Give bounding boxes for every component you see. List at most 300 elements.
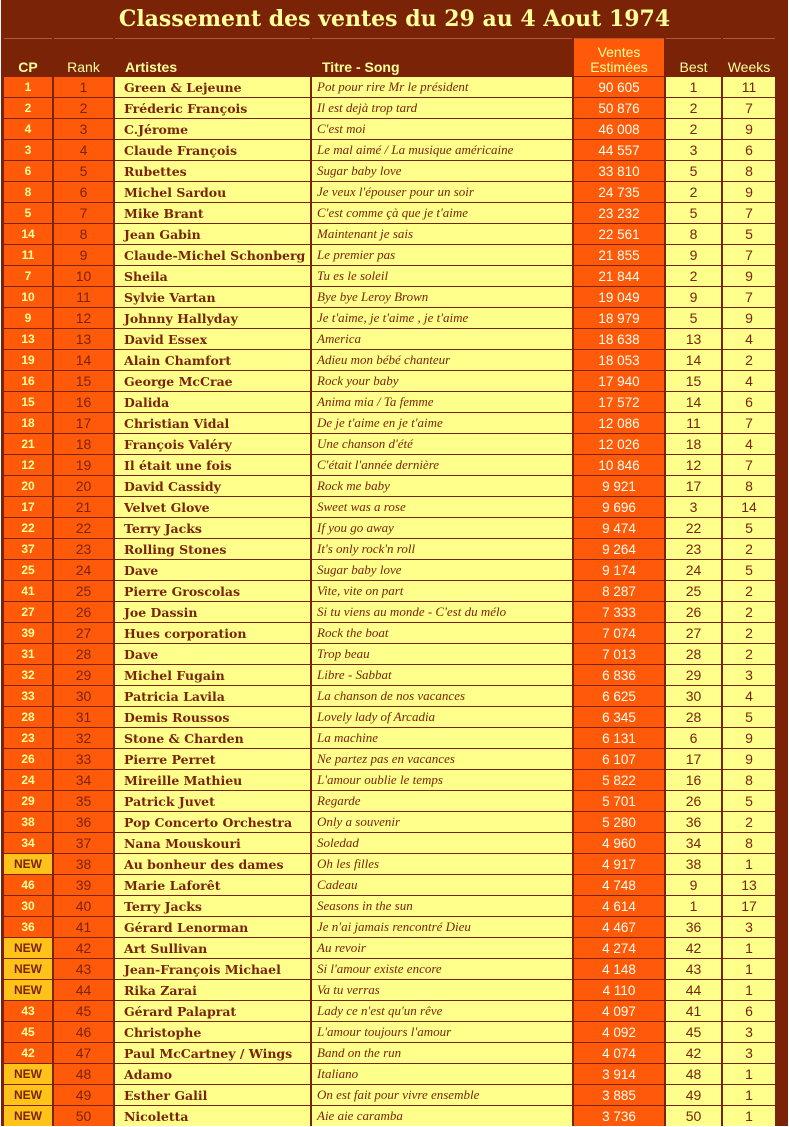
table-row xyxy=(4,350,775,370)
cell-best: 3 xyxy=(666,140,721,160)
cell-rank: 32 xyxy=(54,728,113,748)
cell-weeks: 8 xyxy=(723,833,775,853)
cell-cp: 9 xyxy=(4,308,52,328)
cell-sales: 18 638 xyxy=(574,329,664,349)
cell-song: Au revoir xyxy=(312,938,572,958)
cell-song: Le mal aimé / La musique américaine xyxy=(312,140,572,160)
cell-cp: 43 xyxy=(4,1001,52,1021)
cell-artist: Patrick Juvet xyxy=(115,791,310,811)
cell-artist: Alain Chamfort xyxy=(115,350,310,370)
cell-artist: Claude François xyxy=(115,140,310,160)
cell-weeks: 3 xyxy=(723,1022,775,1042)
cell-artist: Adamo xyxy=(115,1064,310,1084)
chart-title: Classement des ventes du 29 au 4 Aout 1974 xyxy=(118,5,671,32)
table-row xyxy=(4,560,775,580)
table-row xyxy=(4,728,775,748)
cell-song: C'est moi xyxy=(312,119,572,139)
cell-weeks: 4 xyxy=(723,371,775,391)
cell-best: 3 xyxy=(666,497,721,517)
cell-artist: Terry Jacks xyxy=(115,896,310,916)
cell-cp: 10 xyxy=(4,287,52,307)
cell-sales: 9 264 xyxy=(574,539,664,559)
table-row xyxy=(4,455,775,475)
cell-artist: Velvet Glove xyxy=(115,497,310,517)
cell-cp: 13 xyxy=(4,329,52,349)
cell-rank: 39 xyxy=(54,875,113,895)
cell-artist: Pierre Perret xyxy=(115,749,310,769)
header-sales-line2: Estimées xyxy=(590,59,648,75)
cell-weeks: 6 xyxy=(723,392,775,412)
cell-artist: François Valéry xyxy=(115,434,310,454)
cell-weeks: 5 xyxy=(723,518,775,538)
cell-rank: 27 xyxy=(54,623,113,643)
cell-song: C'était l'année dernière xyxy=(312,455,572,475)
cell-artist: Esther Galil xyxy=(115,1085,310,1105)
cell-best: 34 xyxy=(666,833,721,853)
cell-cp: 28 xyxy=(4,707,52,727)
cell-best: 17 xyxy=(666,749,721,769)
cell-rank: 24 xyxy=(54,560,113,580)
cell-best: 50 xyxy=(666,1106,721,1126)
cell-weeks: 6 xyxy=(723,140,775,160)
cell-best: 36 xyxy=(666,812,721,832)
cell-artist: Paul McCartney / Wings xyxy=(115,1043,310,1063)
cell-rank: 20 xyxy=(54,476,113,496)
cell-rank: 5 xyxy=(54,161,113,181)
cell-cp: 29 xyxy=(4,791,52,811)
cell-song: De je t'aime en je t'aime xyxy=(312,413,572,433)
cell-cp: NEW xyxy=(4,980,52,1000)
cell-artist: Art Sullivan xyxy=(115,938,310,958)
cell-song: Rock your baby xyxy=(312,371,572,391)
cell-sales: 50 876 xyxy=(574,98,664,118)
cell-cp: 16 xyxy=(4,371,52,391)
table-row xyxy=(4,140,775,160)
cell-sales: 6 131 xyxy=(574,728,664,748)
cell-sales: 18 979 xyxy=(574,308,664,328)
cell-song: Va tu verras xyxy=(312,980,572,1000)
cell-sales: 6 107 xyxy=(574,749,664,769)
cell-rank: 16 xyxy=(54,392,113,412)
cell-artist: Au bonheur des dames xyxy=(115,854,310,874)
cell-song: L'amour toujours l'amour xyxy=(312,1022,572,1042)
cell-artist: Rika Zarai xyxy=(115,980,310,1000)
cell-rank: 11 xyxy=(54,287,113,307)
cell-artist: Green & Lejeune xyxy=(115,77,310,97)
cell-rank: 34 xyxy=(54,770,113,790)
cell-artist: David Essex xyxy=(115,329,310,349)
cell-song: La machine xyxy=(312,728,572,748)
cell-song: Regarde xyxy=(312,791,572,811)
cell-artist: Michel Fugain xyxy=(115,665,310,685)
cell-cp: 8 xyxy=(4,182,52,202)
cell-song: Trop beau xyxy=(312,644,572,664)
cell-artist: George McCrae xyxy=(115,371,310,391)
cell-song: Sugar baby love xyxy=(312,560,572,580)
cell-best: 9 xyxy=(666,875,721,895)
cell-sales: 4 917 xyxy=(574,854,664,874)
cell-song: Seasons in the sun xyxy=(312,896,572,916)
cell-weeks: 5 xyxy=(723,224,775,244)
cell-rank: 12 xyxy=(54,308,113,328)
cell-cp: NEW xyxy=(4,854,52,874)
cell-best: 14 xyxy=(666,392,721,412)
cell-sales: 18 053 xyxy=(574,350,664,370)
cell-sales: 33 810 xyxy=(574,161,664,181)
cell-rank: 2 xyxy=(54,98,113,118)
cell-weeks: 7 xyxy=(723,245,775,265)
cell-sales: 17 940 xyxy=(574,371,664,391)
header-rank: Rank xyxy=(54,38,113,76)
cell-song: Sweet was a rose xyxy=(312,497,572,517)
cell-sales: 5 280 xyxy=(574,812,664,832)
cell-artist: Sylvie Vartan xyxy=(115,287,310,307)
cell-cp: 24 xyxy=(4,770,52,790)
cell-rank: 49 xyxy=(54,1085,113,1105)
cell-song: Libre - Sabbat xyxy=(312,665,572,685)
cell-best: 26 xyxy=(666,602,721,622)
ranking-table xyxy=(2,37,777,1127)
cell-song: Lady ce n'est qu'un rêve xyxy=(312,1001,572,1021)
cell-cp: 1 xyxy=(4,77,52,97)
cell-sales: 12 086 xyxy=(574,413,664,433)
cell-rank: 3 xyxy=(54,119,113,139)
cell-rank: 17 xyxy=(54,413,113,433)
cell-rank: 10 xyxy=(54,266,113,286)
table-row xyxy=(4,623,775,643)
cell-rank: 36 xyxy=(54,812,113,832)
cell-rank: 50 xyxy=(54,1106,113,1126)
cell-weeks: 2 xyxy=(723,602,775,622)
cell-artist: Dalida xyxy=(115,392,310,412)
cell-weeks: 3 xyxy=(723,917,775,937)
cell-best: 16 xyxy=(666,770,721,790)
cell-best: 43 xyxy=(666,959,721,979)
cell-weeks: 2 xyxy=(723,812,775,832)
cell-song: Vite, vite on part xyxy=(312,581,572,601)
table-row xyxy=(4,644,775,664)
cell-best: 44 xyxy=(666,980,721,1000)
cell-best: 13 xyxy=(666,329,721,349)
table-row xyxy=(4,980,775,1000)
cell-weeks: 14 xyxy=(723,497,775,517)
table-row xyxy=(4,686,775,706)
cell-rank: 6 xyxy=(54,182,113,202)
cell-artist: Terry Jacks xyxy=(115,518,310,538)
cell-sales: 4 110 xyxy=(574,980,664,1000)
cell-cp: 18 xyxy=(4,413,52,433)
cell-cp: 30 xyxy=(4,896,52,916)
header-row xyxy=(4,38,775,76)
cell-rank: 28 xyxy=(54,644,113,664)
cell-cp: NEW xyxy=(4,959,52,979)
cell-sales: 4 467 xyxy=(574,917,664,937)
cell-best: 1 xyxy=(666,896,721,916)
cell-song: Band on the run xyxy=(312,1043,572,1063)
cell-artist: Fréderic François xyxy=(115,98,310,118)
cell-sales: 8 287 xyxy=(574,581,664,601)
cell-rank: 41 xyxy=(54,917,113,937)
cell-best: 5 xyxy=(666,161,721,181)
cell-best: 5 xyxy=(666,308,721,328)
cell-artist: Dave xyxy=(115,644,310,664)
cell-weeks: 9 xyxy=(723,749,775,769)
cell-sales: 6 625 xyxy=(574,686,664,706)
cell-song: Ne partez pas en vacances xyxy=(312,749,572,769)
cell-weeks: 8 xyxy=(723,161,775,181)
cell-sales: 7 074 xyxy=(574,623,664,643)
cell-best: 41 xyxy=(666,1001,721,1021)
cell-sales: 4 074 xyxy=(574,1043,664,1063)
header-cp: CP xyxy=(4,38,52,76)
table-row xyxy=(4,182,775,202)
cell-artist: Johnny Hallyday xyxy=(115,308,310,328)
cell-cp: 36 xyxy=(4,917,52,937)
cell-song: Only a souvenir xyxy=(312,812,572,832)
cell-song: La chanson de nos vacances xyxy=(312,686,572,706)
header-song: Titre - Song xyxy=(312,38,572,76)
cell-sales: 7 333 xyxy=(574,602,664,622)
table-row xyxy=(4,413,775,433)
header-best: Best xyxy=(666,38,721,76)
cell-weeks: 4 xyxy=(723,686,775,706)
cell-rank: 8 xyxy=(54,224,113,244)
cell-sales: 12 026 xyxy=(574,434,664,454)
cell-cp: 19 xyxy=(4,350,52,370)
cell-sales: 4 748 xyxy=(574,875,664,895)
cell-sales: 21 844 xyxy=(574,266,664,286)
header-sales-line1: Ventes xyxy=(597,44,641,60)
header-artist: Artistes xyxy=(115,38,310,76)
cell-sales: 44 557 xyxy=(574,140,664,160)
cell-best: 2 xyxy=(666,119,721,139)
cell-best: 26 xyxy=(666,791,721,811)
cell-artist: Michel Sardou xyxy=(115,182,310,202)
table-row xyxy=(4,1001,775,1021)
cell-weeks: 9 xyxy=(723,266,775,286)
cell-best: 28 xyxy=(666,707,721,727)
cell-best: 17 xyxy=(666,476,721,496)
cell-song: Rock the boat xyxy=(312,623,572,643)
cell-weeks: 13 xyxy=(723,875,775,895)
cell-best: 9 xyxy=(666,245,721,265)
cell-song: Italiano xyxy=(312,1064,572,1084)
cell-rank: 4 xyxy=(54,140,113,160)
cell-artist: C.Jérome xyxy=(115,119,310,139)
cell-rank: 45 xyxy=(54,1001,113,1021)
cell-song: Le premier pas xyxy=(312,245,572,265)
cell-best: 8 xyxy=(666,224,721,244)
cell-rank: 35 xyxy=(54,791,113,811)
table-row xyxy=(4,245,775,265)
cell-cp: NEW xyxy=(4,1085,52,1105)
table-row xyxy=(4,938,775,958)
cell-song: Aie aie caramba xyxy=(312,1106,572,1126)
table-row xyxy=(4,896,775,916)
cell-weeks: 4 xyxy=(723,434,775,454)
cell-weeks: 9 xyxy=(723,182,775,202)
cell-best: 15 xyxy=(666,371,721,391)
cell-artist: Gérard Palaprat xyxy=(115,1001,310,1021)
table-row xyxy=(4,287,775,307)
cell-artist: Mireille Mathieu xyxy=(115,770,310,790)
table-row xyxy=(4,1064,775,1084)
cell-rank: 37 xyxy=(54,833,113,853)
cell-rank: 40 xyxy=(54,896,113,916)
cell-weeks: 2 xyxy=(723,644,775,664)
cell-sales: 9 696 xyxy=(574,497,664,517)
table-row xyxy=(4,98,775,118)
cell-best: 2 xyxy=(666,182,721,202)
table-row xyxy=(4,959,775,979)
cell-best: 18 xyxy=(666,434,721,454)
table-row xyxy=(4,371,775,391)
cell-cp: 27 xyxy=(4,602,52,622)
table-row xyxy=(4,875,775,895)
cell-cp: 7 xyxy=(4,266,52,286)
cell-rank: 48 xyxy=(54,1064,113,1084)
cell-artist: Christophe xyxy=(115,1022,310,1042)
cell-cp: NEW xyxy=(4,938,52,958)
table-row xyxy=(4,518,775,538)
cell-rank: 31 xyxy=(54,707,113,727)
cell-rank: 26 xyxy=(54,602,113,622)
header-weeks: Weeks xyxy=(723,38,775,76)
cell-weeks: 9 xyxy=(723,119,775,139)
cell-song: Si l'amour existe encore xyxy=(312,959,572,979)
cell-song: Une chanson d'été xyxy=(312,434,572,454)
header-sales xyxy=(574,38,664,76)
table-row xyxy=(4,1106,775,1126)
cell-rank: 46 xyxy=(54,1022,113,1042)
cell-artist: Gérard Lenorman xyxy=(115,917,310,937)
cell-best: 22 xyxy=(666,518,721,538)
table-row xyxy=(4,602,775,622)
chart-panel xyxy=(1,0,788,1126)
cell-artist: Hues corporation xyxy=(115,623,310,643)
cell-weeks: 7 xyxy=(723,203,775,223)
table-row xyxy=(4,224,775,244)
table-row xyxy=(4,917,775,937)
cell-artist: David Cassidy xyxy=(115,476,310,496)
cell-song: Soledad xyxy=(312,833,572,853)
cell-weeks: 1 xyxy=(723,938,775,958)
cell-weeks: 3 xyxy=(723,665,775,685)
table-row xyxy=(4,812,775,832)
table-row xyxy=(4,77,775,97)
cell-artist: Joe Dassin xyxy=(115,602,310,622)
table-row xyxy=(4,308,775,328)
cell-best: 29 xyxy=(666,665,721,685)
cell-artist: Rubettes xyxy=(115,161,310,181)
table-row xyxy=(4,161,775,181)
cell-weeks: 7 xyxy=(723,287,775,307)
cell-cp: 5 xyxy=(4,203,52,223)
table-row xyxy=(4,203,775,223)
cell-cp: 42 xyxy=(4,1043,52,1063)
table-row xyxy=(4,476,775,496)
table-row xyxy=(4,434,775,454)
cell-weeks: 2 xyxy=(723,539,775,559)
cell-sales: 19 049 xyxy=(574,287,664,307)
cell-weeks: 2 xyxy=(723,623,775,643)
cell-rank: 42 xyxy=(54,938,113,958)
table-row xyxy=(4,119,775,139)
cell-best: 30 xyxy=(666,686,721,706)
cell-rank: 33 xyxy=(54,749,113,769)
cell-artist: Pop Concerto Orchestra xyxy=(115,812,310,832)
cell-cp: 46 xyxy=(4,875,52,895)
cell-weeks: 8 xyxy=(723,770,775,790)
table-row xyxy=(4,329,775,349)
table-row xyxy=(4,749,775,769)
cell-weeks: 6 xyxy=(723,1001,775,1021)
cell-weeks: 9 xyxy=(723,308,775,328)
cell-best: 1 xyxy=(666,77,721,97)
cell-song: Bye bye Leroy Brown xyxy=(312,287,572,307)
cell-sales: 24 735 xyxy=(574,182,664,202)
cell-artist: Nicoletta xyxy=(115,1106,310,1126)
cell-weeks: 17 xyxy=(723,896,775,916)
cell-cp: 39 xyxy=(4,623,52,643)
cell-sales: 4 148 xyxy=(574,959,664,979)
cell-rank: 22 xyxy=(54,518,113,538)
cell-weeks: 11 xyxy=(723,77,775,97)
cell-best: 2 xyxy=(666,98,721,118)
cell-song: It's only rock'n roll xyxy=(312,539,572,559)
cell-best: 42 xyxy=(666,938,721,958)
cell-best: 12 xyxy=(666,455,721,475)
table-row xyxy=(4,854,775,874)
table-row xyxy=(4,1085,775,1105)
cell-cp: 3 xyxy=(4,140,52,160)
cell-artist: Marie Laforêt xyxy=(115,875,310,895)
cell-rank: 13 xyxy=(54,329,113,349)
cell-cp: 20 xyxy=(4,476,52,496)
cell-cp: 37 xyxy=(4,539,52,559)
cell-weeks: 5 xyxy=(723,707,775,727)
cell-rank: 19 xyxy=(54,455,113,475)
cell-sales: 5 822 xyxy=(574,770,664,790)
cell-best: 25 xyxy=(666,581,721,601)
table-row xyxy=(4,791,775,811)
table-row xyxy=(4,1022,775,1042)
cell-rank: 25 xyxy=(54,581,113,601)
table-row xyxy=(4,707,775,727)
table-row xyxy=(4,266,775,286)
cell-cp: 15 xyxy=(4,392,52,412)
cell-song: C'est comme çà que je t'aime xyxy=(312,203,572,223)
cell-artist: Stone & Charden xyxy=(115,728,310,748)
cell-artist: Jean Gabin xyxy=(115,224,310,244)
cell-cp: 12 xyxy=(4,455,52,475)
cell-artist: Mike Brant xyxy=(115,203,310,223)
cell-sales: 9 921 xyxy=(574,476,664,496)
table-row xyxy=(4,392,775,412)
cell-sales: 9 474 xyxy=(574,518,664,538)
cell-weeks: 1 xyxy=(723,959,775,979)
cell-song: Sugar baby love xyxy=(312,161,572,181)
cell-artist: Pierre Groscolas xyxy=(115,581,310,601)
cell-weeks: 1 xyxy=(723,854,775,874)
cell-song: If you go away xyxy=(312,518,572,538)
cell-rank: 7 xyxy=(54,203,113,223)
cell-rank: 14 xyxy=(54,350,113,370)
cell-weeks: 1 xyxy=(723,1106,775,1126)
cell-sales: 3 885 xyxy=(574,1085,664,1105)
cell-cp: 4 xyxy=(4,119,52,139)
cell-sales: 4 960 xyxy=(574,833,664,853)
